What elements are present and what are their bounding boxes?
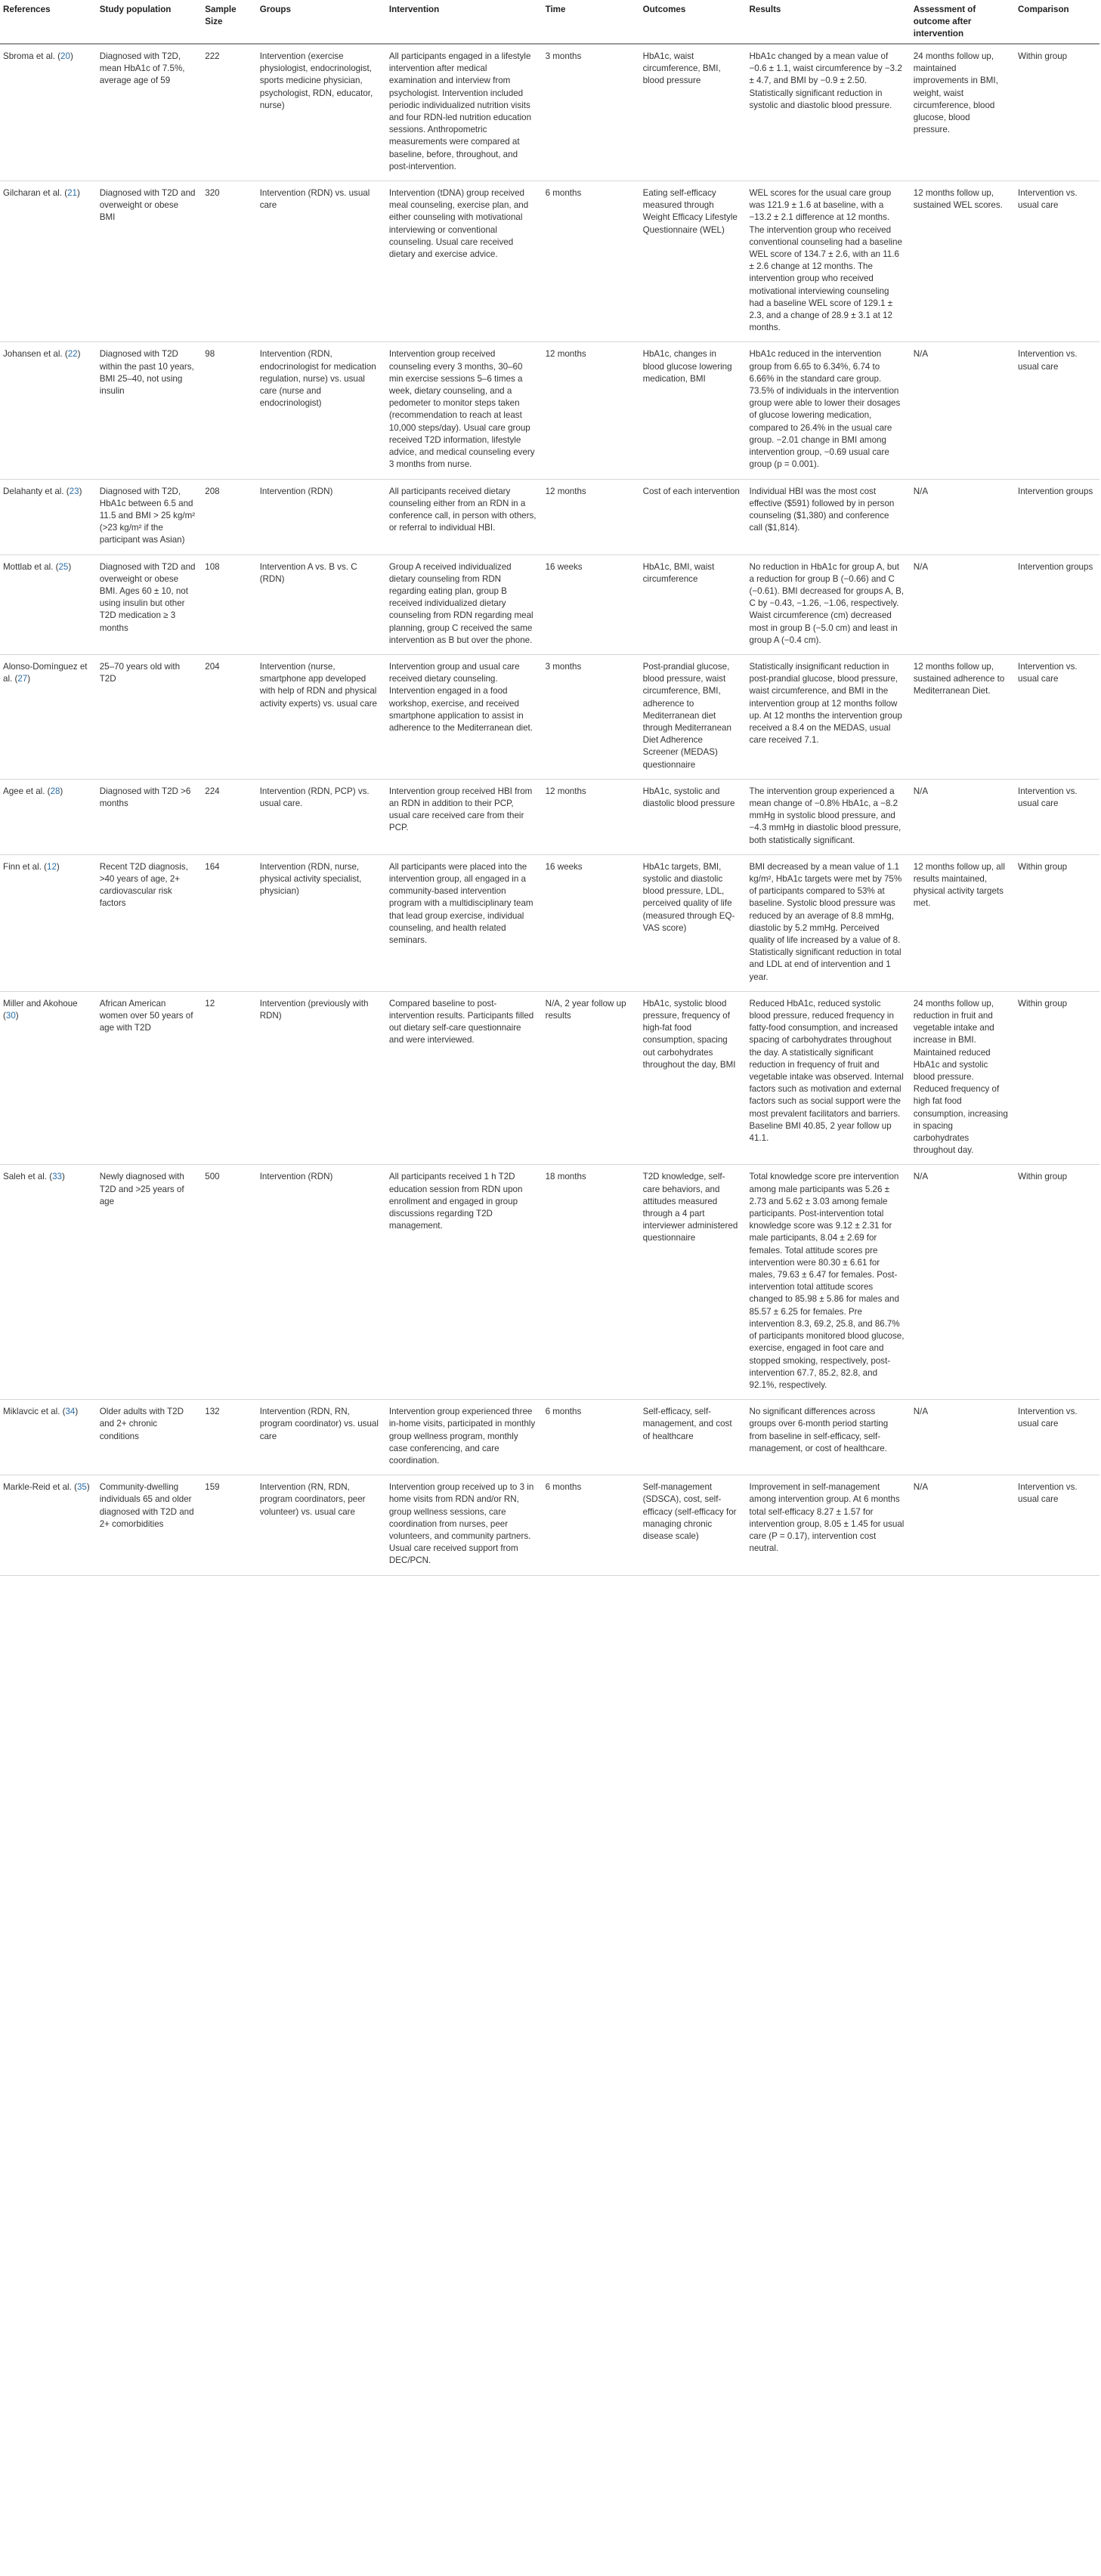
outcomes-cell: HbA1c, BMI, waist circumference bbox=[640, 554, 747, 654]
reference-link[interactable]: 27 bbox=[17, 674, 28, 684]
table-row bbox=[0, 181, 1099, 342]
header-assessment: Assessment of outcome after intervention bbox=[911, 0, 1015, 44]
assessment-cell: N/A bbox=[911, 554, 1015, 654]
reference-close: ) bbox=[62, 1172, 65, 1182]
comparison-cell: Within group bbox=[1015, 1165, 1099, 1400]
reference-close: ) bbox=[15, 1011, 19, 1021]
table-row bbox=[0, 1475, 1099, 1575]
reference-author: Markle-Reid et al. ( bbox=[3, 1482, 77, 1493]
groups-cell: Intervention (RDN, PCP) vs. usual care. bbox=[257, 779, 386, 854]
reference-author: Saleh et al. ( bbox=[3, 1172, 53, 1182]
table-row bbox=[0, 991, 1099, 1165]
reference-author: Delahanty et al. ( bbox=[3, 486, 70, 496]
reference-link[interactable]: 25 bbox=[58, 561, 69, 572]
reference-author: Agee et al. ( bbox=[3, 786, 51, 796]
comparison-cell: Intervention vs. usual care bbox=[1015, 654, 1099, 779]
groups-cell: Intervention A vs. B vs. C (RDN) bbox=[257, 554, 386, 654]
comparison-cell: Within group bbox=[1015, 991, 1099, 1165]
outcomes-cell: T2D knowledge, self-care behaviors, and attitudes measured through a 4 part interviewer administered questionnaire bbox=[640, 1165, 747, 1400]
population-cell: Older adults with T2D and 2+ chronic conditions bbox=[97, 1400, 203, 1475]
sample-size-cell: 208 bbox=[202, 479, 256, 554]
population-cell: Community-dwelling individuals 65 and older diagnosed with T2D and 2+ comorbidities bbox=[97, 1475, 203, 1575]
table-row bbox=[0, 1165, 1099, 1400]
outcomes-cell: Eating self-efficacy measured through Weight Efficacy Lifestyle Questionnaire (WEL) bbox=[640, 181, 747, 342]
comparison-cell: Intervention groups bbox=[1015, 479, 1099, 554]
header-population: Study population bbox=[97, 0, 203, 44]
reference-link[interactable]: 28 bbox=[50, 786, 60, 796]
reference-link[interactable]: 30 bbox=[5, 1011, 16, 1021]
sample-size-cell: 12 bbox=[202, 991, 256, 1165]
intervention-cell: Intervention (tDNA) group received meal counseling, exercise plan, and either counseling with motivational interviewing or conventional counseling. Usual care received dietary and exercise advice. bbox=[386, 181, 543, 342]
time-cell: 12 months bbox=[543, 479, 640, 554]
time-cell: 6 months bbox=[543, 1475, 640, 1575]
outcomes-cell: Cost of each intervention bbox=[640, 479, 747, 554]
outcomes-cell: HbA1c, changes in blood glucose lowering medication, BMI bbox=[640, 342, 747, 479]
comparison-cell: Intervention vs. usual care bbox=[1015, 1475, 1099, 1575]
header-row bbox=[0, 0, 1099, 44]
reference-cell bbox=[0, 44, 97, 181]
groups-cell: Intervention (RN, RDN, program coordinators, peer volunteer) vs. usual care bbox=[257, 1475, 386, 1575]
reference-link[interactable]: 21 bbox=[67, 188, 77, 199]
groups-cell: Intervention (RDN, endocrinologist for medication regulation, nurse) vs. usual care (nurse and endocrinologist) bbox=[257, 342, 386, 479]
reference-close: ) bbox=[79, 486, 82, 496]
intervention-cell: Intervention group received HBI from an RDN in addition to their PCP, usual care received care from their PCP. bbox=[386, 779, 543, 854]
reference-cell bbox=[0, 181, 97, 342]
reference-close: ) bbox=[86, 1482, 90, 1493]
reference-cell bbox=[0, 1475, 97, 1575]
outcomes-cell: HbA1c, systolic blood pressure, frequency of high-fat food consumption, spacing out carbohydrates throughout the day, BMI bbox=[640, 991, 747, 1165]
table-row bbox=[0, 342, 1099, 479]
reference-link[interactable]: 23 bbox=[69, 486, 79, 496]
reference-author: Gilcharan et al. ( bbox=[3, 188, 68, 199]
comparison-cell: Intervention vs. usual care bbox=[1015, 1400, 1099, 1475]
reference-cell bbox=[0, 991, 97, 1165]
sample-size-cell: 224 bbox=[202, 779, 256, 854]
results-cell: BMI decreased by a mean value of 1.1 kg/m², HbA1c targets were met by 75% of participants compared to 53% at baseline. Systolic blood pressure was reduced by an average of 8.8 mmHg, diastolic by 5.2 mmHg. Perceived quality of life increased by a value of 8. Statistically significant reduction in total and LDL at end of intervention and 1 year. bbox=[747, 854, 911, 991]
intervention-cell: Intervention group received counseling every 3 months, 30–60 min exercise sessions 5–6 times a week, dietary counseling, and a pedometer to monitor steps taken (recommendation to reach at least 10,000 steps/day). Usual care group received T2D information, lifestyle advice, and medical counseling every 3 months from nurse. bbox=[386, 342, 543, 479]
header-groups: Groups bbox=[257, 0, 386, 44]
intervention-cell: Intervention group experienced three in-home visits, participated in monthly group wellness program, monthly case conferencing, and care coordination. bbox=[386, 1400, 543, 1475]
reference-close: ) bbox=[75, 1407, 79, 1417]
population-cell: 25–70 years old with T2D bbox=[97, 654, 203, 779]
population-cell: African American women over 50 years of age with T2D bbox=[97, 991, 203, 1165]
intervention-cell: All participants received 1 h T2D education session from RDN upon enrollment and engaged in group discussions regarding T2D management. bbox=[386, 1165, 543, 1400]
table-row bbox=[0, 654, 1099, 779]
comparison-cell: Intervention vs. usual care bbox=[1015, 181, 1099, 342]
time-cell: 16 weeks bbox=[543, 554, 640, 654]
reference-close: ) bbox=[70, 51, 73, 61]
population-cell: Diagnosed with T2D and overweight or obese BMI. Ages 60 ± 10, not using insulin but other T2D medication ≥ 3 months bbox=[97, 554, 203, 654]
comparison-cell: Within group bbox=[1015, 854, 1099, 991]
table-row bbox=[0, 854, 1099, 991]
assessment-cell: 12 months follow up, all results maintained, physical activity targets met. bbox=[911, 854, 1015, 991]
assessment-cell: N/A bbox=[911, 779, 1015, 854]
reference-close: ) bbox=[76, 188, 80, 199]
reference-close: ) bbox=[77, 349, 81, 360]
sample-size-cell: 500 bbox=[202, 1165, 256, 1400]
outcomes-cell: Self-efficacy, self-management, and cost of healthcare bbox=[640, 1400, 747, 1475]
results-cell: HbA1c changed by a mean value of −0.6 ± 1.1, waist circumference by −3.2 ± 4.7, and BMI by −0.9 ± 2.50. Statistically significant reduction in systolic and diastolic blood pressure. bbox=[747, 44, 911, 181]
outcomes-cell: Self-management (SDSCA), cost, self-efficacy (self-efficacy for managing chronic disease scale) bbox=[640, 1475, 747, 1575]
intervention-cell: Group A received individualized dietary counseling from RDN regarding eating plan, group B received individualized dietary counseling from RDN regarding meal planning, group C received the same intervention as B but over the phone. bbox=[386, 554, 543, 654]
reference-cell bbox=[0, 479, 97, 554]
assessment-cell: 12 months follow up, sustained adherence to Mediterranean Diet. bbox=[911, 654, 1015, 779]
reference-cell bbox=[0, 1165, 97, 1400]
header-sample-size: Sample Size bbox=[202, 0, 256, 44]
header-results: Results bbox=[747, 0, 911, 44]
reference-link[interactable]: 20 bbox=[60, 51, 70, 61]
intervention-cell: Intervention group received up to 3 in home visits from RDN and/or RN, group wellness sessions, care coordination from nurses, peer volunteers, and community partners. Usual care received support from DEC/PCN. bbox=[386, 1475, 543, 1575]
reference-link[interactable]: 35 bbox=[76, 1482, 87, 1493]
reference-link[interactable]: 34 bbox=[65, 1407, 76, 1417]
table-row bbox=[0, 1400, 1099, 1475]
reference-author: Miklavcic et al. ( bbox=[3, 1407, 66, 1417]
population-cell: Diagnosed with T2D >6 months bbox=[97, 779, 203, 854]
assessment-cell: 24 months follow up, reduction in fruit and vegetable intake and increase in BMI. Maintained reduced HbA1c and systolic blood pressure. Reduced frequency of high fat food consumption, increasing in spacing carbohydrates throughout day. bbox=[911, 991, 1015, 1165]
groups-cell: Intervention (RDN, RN, program coordinator) vs. usual care bbox=[257, 1400, 386, 1475]
outcomes-cell: HbA1c, systolic and diastolic blood pressure bbox=[640, 779, 747, 854]
reference-author: Mottlab et al. ( bbox=[3, 561, 59, 572]
results-cell: No reduction in HbA1c for group A, but a reduction for group B (−0.66) and C (−0.61). BMI decreased for groups A, B, C by −0.43, −1.26, −1.06, respectively. Waist circumference (cm) decreased most in group B (−5.0 cm) and least in group A (−0.4 cm). bbox=[747, 554, 911, 654]
comparison-cell: Intervention groups bbox=[1015, 554, 1099, 654]
reference-author: Miller and Akohoue ( bbox=[3, 998, 78, 1021]
outcomes-cell: HbA1c, waist circumference, BMI, blood pressure bbox=[640, 44, 747, 181]
population-cell: Diagnosed with T2D, HbA1c between 6.5 and 11.5 and BMI > 25 kg/m² (>23 kg/m² if the participant was Asian) bbox=[97, 479, 203, 554]
assessment-cell: N/A bbox=[911, 479, 1015, 554]
population-cell: Newly diagnosed with T2D and >25 years of age bbox=[97, 1165, 203, 1400]
groups-cell: Intervention (nurse, smartphone app developed with help of RDN and physical activity experts) vs. usual care bbox=[257, 654, 386, 779]
outcomes-cell: HbA1c targets, BMI, systolic and diastolic blood pressure, LDL, perceived quality of life (measured through EQ-VAS score) bbox=[640, 854, 747, 991]
table-row bbox=[0, 554, 1099, 654]
sample-size-cell: 320 bbox=[202, 181, 256, 342]
sample-size-cell: 132 bbox=[202, 1400, 256, 1475]
reference-cell bbox=[0, 342, 97, 479]
assessment-cell: N/A bbox=[911, 1165, 1015, 1400]
results-cell: Statistically insignificant reduction in post-prandial glucose, blood pressure, waist circumference, and BMI in the intervention group at 12 months follow up. At 12 months the intervention group received a 8.4 on the MEDAS, usual care received 7.1. bbox=[747, 654, 911, 779]
reference-author: Alonso-Domínguez et al. ( bbox=[3, 661, 88, 684]
results-cell: The intervention group experienced a mean change of −0.8% HbA1c, a −8.2 mmHg in systolic blood pressure, and −4.3 mmHg in diastolic blood pressure, both statistically significant. bbox=[747, 779, 911, 854]
assessment-cell: N/A bbox=[911, 1475, 1015, 1575]
time-cell: N/A, 2 year follow up results bbox=[543, 991, 640, 1165]
results-cell: Total knowledge score pre intervention among male participants was 5.26 ± 2.73 and 5.62 ± 3.03 among female participants. Post-intervention total knowledge score was 9.12 ± 2.31 for male participants, 8.04 ± 2.69 for females. Total attitude scores pre intervention were 80.30 ± 6.61 for males, 79.63 ± 6.47 for females. Post-intervention total attitude scores changed to 85.98 ± 5.86 for males and 85.57 ± 6.25 for females. Pre intervention 8.3, 69.2, 25.8, and 86.7% of participants monitored blood glucose, exercise, engaged in foot care and stopped smoking, respectively, post-intervention 67.7, 85.2, 82.8, and 92.1%, respectively. bbox=[747, 1165, 911, 1400]
sample-size-cell: 98 bbox=[202, 342, 256, 479]
reference-link[interactable]: 12 bbox=[47, 861, 57, 872]
reference-close: ) bbox=[27, 674, 31, 684]
table-row bbox=[0, 479, 1099, 554]
time-cell: 6 months bbox=[543, 181, 640, 342]
intervention-cell: All participants received dietary counseling either from an RDN in a conference call, in person with others, or referral to individual HBI. bbox=[386, 479, 543, 554]
time-cell: 16 weeks bbox=[543, 854, 640, 991]
results-cell: No significant differences across groups over 6-month period starting from baseline in self-efficacy, self-management, or cost of healthcare. bbox=[747, 1400, 911, 1475]
time-cell: 6 months bbox=[543, 1400, 640, 1475]
reference-author: Sbroma et al. ( bbox=[3, 51, 61, 61]
reference-link[interactable]: 22 bbox=[67, 349, 78, 360]
reference-cell bbox=[0, 554, 97, 654]
groups-cell: Intervention (previously with RDN) bbox=[257, 991, 386, 1165]
comparison-cell: Intervention vs. usual care bbox=[1015, 779, 1099, 854]
header-comparison: Comparison bbox=[1015, 0, 1099, 44]
groups-cell: Intervention (RDN) bbox=[257, 1165, 386, 1400]
intervention-cell: All participants engaged in a lifestyle intervention after medical examination and interview from psychologist. Intervention included periodic individualized nutrition visits and four RDN-led nutrition education sessions. Anthropometric measurements were compared at baseline, before, throughout, and post-intervention. bbox=[386, 44, 543, 181]
results-cell: HbA1c reduced in the intervention group from 6.65 to 6.34%, 6.74 to 6.66% in the standard care group. 73.5% of individuals in the intervention group were able to lower their dosages of glucose lowering medication, compared to 26.4% in the usual care group. −2.01 change in BMI among intervention group, −0.69 usual care group (p = 0.001). bbox=[747, 342, 911, 479]
groups-cell: Intervention (RDN, nurse, physical activity specialist, physician) bbox=[257, 854, 386, 991]
population-cell: Diagnosed with T2D and overweight or obese BMI bbox=[97, 181, 203, 342]
groups-cell: Intervention (exercise physiologist, endocrinologist, sports medicine physician, psychologist, RDN, educator, nurse) bbox=[257, 44, 386, 181]
header-time: Time bbox=[543, 0, 640, 44]
assessment-cell: 24 months follow up, maintained improvements in BMI, weight, waist circumference, blood glucose, blood pressure. bbox=[911, 44, 1015, 181]
results-cell: Reduced HbA1c, reduced systolic blood pressure, reduced frequency in fatty-food consumption, and increased spacing of carbohydrates throughout the day. A statistically significant reduction in frequency of fruit and vegetable intake was observed. Internal factors such as motivation and external factors such as social support were the most prevalent facilitators and barriers. Baseline BMI 40.85, 2 year follow up 41.1. bbox=[747, 991, 911, 1165]
reference-author: Finn et al. ( bbox=[3, 861, 47, 872]
reference-author: Johansen et al. ( bbox=[3, 349, 68, 360]
sample-size-cell: 222 bbox=[202, 44, 256, 181]
table-row bbox=[0, 779, 1099, 854]
header-references: References bbox=[0, 0, 97, 44]
reference-cell bbox=[0, 779, 97, 854]
outcomes-cell: Post-prandial glucose, blood pressure, waist circumference, BMI, adherence to Mediterranean diet through Mediterranean Diet Adherence Screener (MEDAS) questionnaire bbox=[640, 654, 747, 779]
groups-cell: Intervention (RDN) bbox=[257, 479, 386, 554]
comparison-cell: Intervention vs. usual care bbox=[1015, 342, 1099, 479]
population-cell: Diagnosed with T2D, mean HbA1c of 7.5%, average age of 59 bbox=[97, 44, 203, 181]
reference-cell bbox=[0, 1400, 97, 1475]
population-cell: Recent T2D diagnosis, >40 years of age, 2+ cardiovascular risk factors bbox=[97, 854, 203, 991]
assessment-cell: N/A bbox=[911, 1400, 1015, 1475]
intervention-cell: Intervention group and usual care received dietary counseling. Intervention engaged in a food workshop, exercise, and received smartphone application to assist in adherence to the Mediterranean diet. bbox=[386, 654, 543, 779]
reference-cell bbox=[0, 654, 97, 779]
results-cell: Individual HBI was the most cost effective ($591) followed by in person counseling ($1,380) and conference call ($1,814). bbox=[747, 479, 911, 554]
groups-cell: Intervention (RDN) vs. usual care bbox=[257, 181, 386, 342]
reference-close: ) bbox=[60, 786, 63, 796]
reference-close: ) bbox=[68, 561, 72, 572]
table-row bbox=[0, 44, 1099, 181]
assessment-cell: N/A bbox=[911, 342, 1015, 479]
time-cell: 18 months bbox=[543, 1165, 640, 1400]
time-cell: 12 months bbox=[543, 779, 640, 854]
sample-size-cell: 108 bbox=[202, 554, 256, 654]
results-cell: WEL scores for the usual care group was 121.9 ± 1.6 at baseline, with a −13.2 ± 2.1 difference at 12 months. The intervention group who received conventional counseling had a baseline WEL score of 134.7 ± 2.6, with an 11.6 ± 2.6 change at 12 months. The intervention group who received motivational interviewing counseling had a baseline WEL score of 129.1 ± 2.3, and a change of 28.9 ± 3.1 at 12 months. bbox=[747, 181, 911, 342]
intervention-cell: Compared baseline to post-intervention results. Participants filled out dietary self-care questionnaire and were interviewed. bbox=[386, 991, 543, 1165]
time-cell: 3 months bbox=[543, 44, 640, 181]
time-cell: 3 months bbox=[543, 654, 640, 779]
sample-size-cell: 159 bbox=[202, 1475, 256, 1575]
time-cell: 12 months bbox=[543, 342, 640, 479]
comparison-cell: Within group bbox=[1015, 44, 1099, 181]
assessment-cell: 12 months follow up, sustained WEL scores. bbox=[911, 181, 1015, 342]
results-cell: Improvement in self-management among intervention group. At 6 months total self-efficacy 8.27 ± 1.57 for intervention group, 8.05 ± 1.45 for usual care (P = 0.17), intervention cost neutral. bbox=[747, 1475, 911, 1575]
header-outcomes: Outcomes bbox=[640, 0, 747, 44]
sample-size-cell: 204 bbox=[202, 654, 256, 779]
sample-size-cell: 164 bbox=[202, 854, 256, 991]
reference-close: ) bbox=[56, 861, 60, 872]
header-intervention: Intervention bbox=[386, 0, 543, 44]
table-body bbox=[0, 44, 1099, 1575]
reference-cell bbox=[0, 854, 97, 991]
population-cell: Diagnosed with T2D within the past 10 years, BMI 25–40, not using insulin bbox=[97, 342, 203, 479]
intervention-cell: All participants were placed into the intervention group, all engaged in a community-based intervention program with a multidisciplinary team that lead group exercise, individual counseling, and health related seminars. bbox=[386, 854, 543, 991]
reference-link[interactable]: 33 bbox=[52, 1172, 62, 1182]
